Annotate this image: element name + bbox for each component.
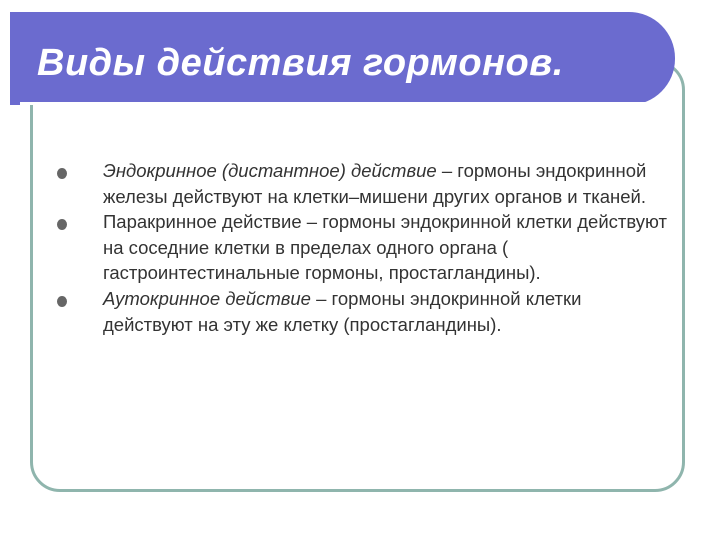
bullet-lead: Паракринное действие [103, 211, 302, 233]
bullet-dot-icon [57, 219, 67, 230]
bullet-text: – гормоны эндокринной железы действуют на клетки–мишени других органов и тканей. [103, 160, 647, 207]
bullet-dot-icon [57, 296, 67, 307]
slide-title: Виды действия гормонов. [37, 42, 564, 84]
bullet-dot-icon [57, 168, 67, 179]
bullet-text: – гормоны эндокринной клетки действуют на соседние клетки в пределах одного органа ( гастроинтестинальные гормоны, простагландины). [103, 211, 667, 284]
bullet-item [55, 286, 670, 337]
bullet-lead: Аутокринное действие [103, 287, 311, 309]
bullet-item [55, 158, 670, 209]
title-underline [20, 102, 647, 105]
title-banner [10, 12, 675, 105]
bullet-lead: Эндокринное (дистантное) действие [103, 160, 437, 181]
bullet-list [55, 158, 670, 337]
bullet-item [55, 209, 670, 286]
bullet-text: – гормоны эндокринной клетки действуют на эту же клетку (простагландины). [103, 287, 582, 335]
